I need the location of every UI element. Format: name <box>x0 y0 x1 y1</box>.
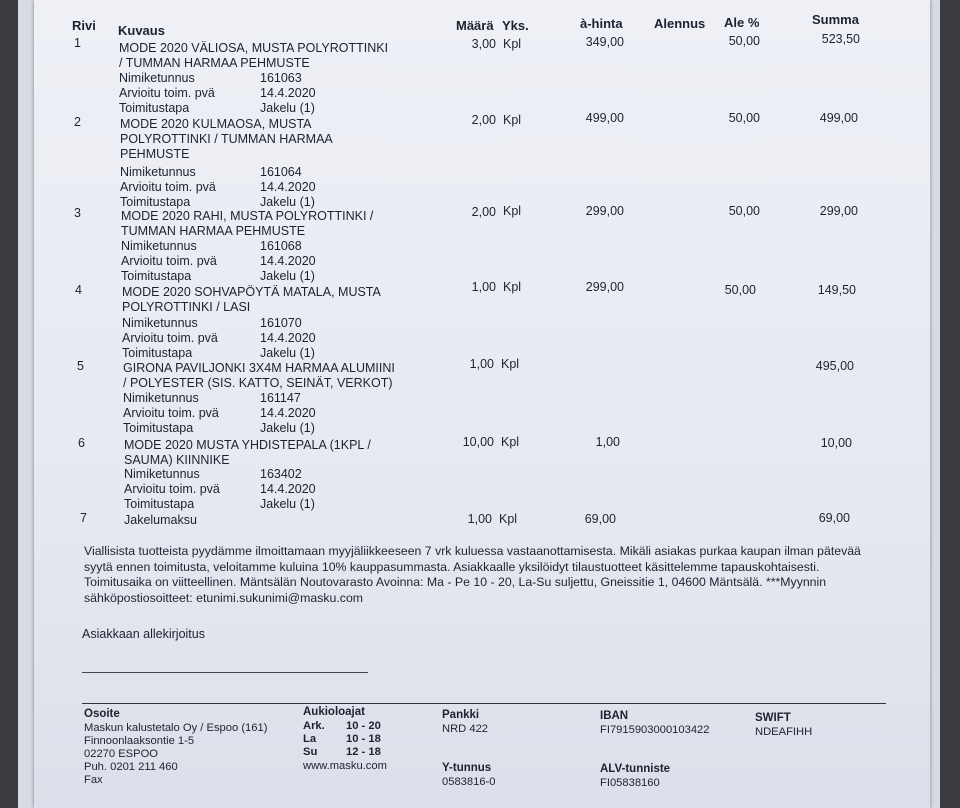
delivery-method: Jakelu (1) <box>260 346 315 360</box>
item-description: / POLYESTER (SIS. KATTO, SEINÄT, VERKOT) <box>123 376 393 390</box>
meta-label: Arvioitu toim. pvä <box>123 406 219 420</box>
delivery-method: Jakelu (1) <box>260 269 315 283</box>
row-number: 4 <box>75 283 82 297</box>
footer-iban-title: IBAN <box>600 710 629 722</box>
row-number: 5 <box>77 359 84 373</box>
item-description: MODE 2020 MUSTA YHDISTEPALA (1KPL / <box>124 438 371 452</box>
delivery-method: Jakelu (1) <box>260 421 315 435</box>
opening-hours: 10 - 20 <box>346 720 381 732</box>
delivery-method: Jakelu (1) <box>260 195 315 209</box>
quantity: 1,00 <box>471 280 496 294</box>
delivery-date: 14.4.2020 <box>260 86 316 100</box>
product-code: 163402 <box>260 467 302 481</box>
item-description: POLYROTTINKI / LASI <box>122 300 251 314</box>
meta-label: Nimiketunnus <box>121 239 197 253</box>
meta-label: Arvioitu toim. pvä <box>119 86 215 100</box>
footer-address-line: Fax <box>84 774 103 786</box>
footer-address-line: Finnoonlaaksontie 1-5 <box>84 735 195 747</box>
delivery-method: Jakelu (1) <box>260 101 315 115</box>
meta-label: Nimiketunnus <box>122 316 198 330</box>
line-total: 499,00 <box>819 111 858 125</box>
item-description: PEHMUSTE <box>120 147 190 161</box>
line-total: 69,00 <box>818 511 850 525</box>
meta-label: Toimitustapa <box>120 195 191 209</box>
col-alennus: Alennus <box>654 16 706 31</box>
discount-percent: 50,00 <box>724 283 756 297</box>
opening-hours: 10 - 18 <box>346 733 381 745</box>
opening-day: Su <box>303 746 318 758</box>
table-row <box>0 32 960 115</box>
footer-address-line: Maskun kalustetalo Oy / Espoo (161) <box>84 722 268 734</box>
col-yks: Yks. <box>502 18 529 33</box>
col-maara: Määrä <box>456 18 494 33</box>
unit: Kpl <box>499 512 518 526</box>
item-description: MODE 2020 VÄLIOSA, MUSTA POLYROTTINKI <box>119 41 389 55</box>
col-ahinta: à-hinta <box>580 16 623 31</box>
meta-label: Toimitustapa <box>123 421 194 435</box>
col-kuvaus: Kuvaus <box>118 23 165 38</box>
unit: Kpl <box>503 113 522 127</box>
footer-ytunnus-title: Y-tunnus <box>442 762 492 774</box>
col-rivi: Rivi <box>72 18 96 33</box>
quantity: 2,00 <box>471 205 496 219</box>
line-total: 299,00 <box>819 204 858 218</box>
meta-label: Nimiketunnus <box>124 467 200 481</box>
meta-label: Toimitustapa <box>121 269 192 283</box>
opening-hours: 12 - 18 <box>346 746 381 758</box>
row-number: 1 <box>74 36 81 50</box>
quantity: 10,00 <box>462 435 494 449</box>
footer-swift-title: SWIFT <box>755 712 791 724</box>
item-description: MODE 2020 KULMAOSA, MUSTA <box>120 117 312 131</box>
row-number: 2 <box>74 115 81 129</box>
delivery-date: 14.4.2020 <box>260 180 316 194</box>
meta-label: Nimiketunnus <box>120 165 196 179</box>
line-total: 149,50 <box>817 283 856 297</box>
row-number: 7 <box>80 511 87 525</box>
item-description: MODE 2020 SOHVAPÖYTÄ MATALA, MUSTA <box>122 285 381 299</box>
opening-day: Ark. <box>303 720 325 732</box>
footer-divider <box>82 703 886 704</box>
item-description: Jakelumaksu <box>124 513 197 527</box>
unit-price: 69,00 <box>584 512 616 526</box>
item-description: GIRONA PAVILJONKI 3X4M HARMAA ALUMIINI <box>123 361 395 375</box>
footer-address-line: 02270 ESPOO <box>84 748 159 760</box>
unit-price: 499,00 <box>585 111 624 125</box>
discount-percent: 50,00 <box>728 204 760 218</box>
meta-label: Arvioitu toim. pvä <box>120 180 216 194</box>
website: www.masku.com <box>303 760 387 772</box>
col-ale: Ale % <box>724 15 760 30</box>
unit: Kpl <box>501 435 520 449</box>
signature-label: Asiakkaan allekirjoitus <box>82 627 205 641</box>
row-number: 6 <box>78 436 85 450</box>
terms-note: Viallisista tuotteista pyydämme ilmoittamaan myyjäliikkeeseen 7 vrk kuluessa vastaanottamisesta. Mikäli asiakas purkaa kaupan ilman pätevää syytä ennen toimitusta, veloitamme kuluina 10% kauppasummasta. Asiakkaalle yksilöidyt tilaustuotteet käsittelemme tapauskohtaisesti. Toimitusaika on viitteellinen. Mäntsälän Noutovarasto Avoinna: Ma - Pe 10 - 20, La-Su suljettu, Gneissitie 1, 04600 Mäntsälä. ***Myynnin sähköpostiosoitteet: etunimi.sukunimi@masku.com <box>84 544 861 605</box>
product-code: 161070 <box>260 316 302 330</box>
meta-label: Nimiketunnus <box>123 391 199 405</box>
item-description: TUMMAN HARMAA PEHMUSTE <box>121 224 306 238</box>
unit-price: 299,00 <box>585 204 624 218</box>
unit-price: 349,00 <box>585 35 624 49</box>
quantity: 1,00 <box>467 512 492 526</box>
opening-day: La <box>303 733 317 745</box>
table-row <box>0 357 960 435</box>
discount-percent: 50,00 <box>728 111 760 125</box>
unit-price: 299,00 <box>585 280 624 294</box>
delivery-date: 14.4.2020 <box>260 406 316 420</box>
meta-label: Nimiketunnus <box>119 71 195 85</box>
product-code: 161063 <box>260 71 302 85</box>
item-description: POLYROTTINKI / TUMMAN HARMAA <box>120 132 333 146</box>
quantity: 2,00 <box>471 113 496 127</box>
table-row <box>0 511 960 527</box>
item-description: MODE 2020 RAHI, MUSTA POLYROTTINKI / <box>121 209 374 223</box>
table-row <box>0 435 960 511</box>
unit: Kpl <box>501 357 520 371</box>
vat-id: FI05838160 <box>600 777 660 789</box>
footer-pankki-title: Pankki <box>442 709 480 721</box>
delivery-date: 14.4.2020 <box>260 482 316 496</box>
line-total: 523,50 <box>821 32 860 46</box>
iban-value: FI7915903000103422 <box>600 724 710 736</box>
unit: Kpl <box>503 280 522 294</box>
table-row <box>0 204 960 283</box>
footer-alv-title: ALV-tunniste <box>600 763 671 775</box>
discount-percent: 50,00 <box>728 34 760 48</box>
meta-label: Toimitustapa <box>119 101 190 115</box>
swift-value: NDEAFIHH <box>755 726 813 738</box>
delivery-date: 14.4.2020 <box>260 331 316 345</box>
col-summa: Summa <box>812 12 859 27</box>
meta-label: Toimitustapa <box>124 497 195 511</box>
item-description: / TUMMAN HARMAA PEHMUSTE <box>119 56 310 70</box>
footer-aukiolo-title: Aukioloajat <box>303 706 365 718</box>
meta-label: Arvioitu toim. pvä <box>124 482 220 496</box>
product-code: 161064 <box>260 165 302 179</box>
signature-line <box>82 672 368 673</box>
quantity: 1,00 <box>469 357 494 371</box>
table-row <box>0 111 960 209</box>
business-id: 0583816-0 <box>442 776 496 788</box>
item-description: SAUMA) KIINNIKE <box>124 453 230 467</box>
table-row <box>0 280 960 360</box>
product-code: 161068 <box>260 239 302 253</box>
delivery-date: 14.4.2020 <box>260 254 316 268</box>
row-number: 3 <box>74 206 81 220</box>
meta-label: Toimitustapa <box>122 346 193 360</box>
line-total: 495,00 <box>815 359 854 373</box>
unit: Kpl <box>503 204 522 218</box>
footer-address-line: Puh. 0201 211 460 <box>84 761 178 773</box>
footer-osoite-title: Osoite <box>84 708 120 720</box>
meta-label: Arvioitu toim. pvä <box>122 331 218 345</box>
product-code: 161147 <box>260 391 301 405</box>
unit-price: 1,00 <box>595 435 620 449</box>
quantity: 3,00 <box>471 37 496 51</box>
delivery-method: Jakelu (1) <box>260 497 315 511</box>
unit: Kpl <box>503 37 522 51</box>
bank-value: NRD 422 <box>442 723 489 735</box>
line-total: 10,00 <box>820 436 852 450</box>
meta-label: Arvioitu toim. pvä <box>121 254 217 268</box>
